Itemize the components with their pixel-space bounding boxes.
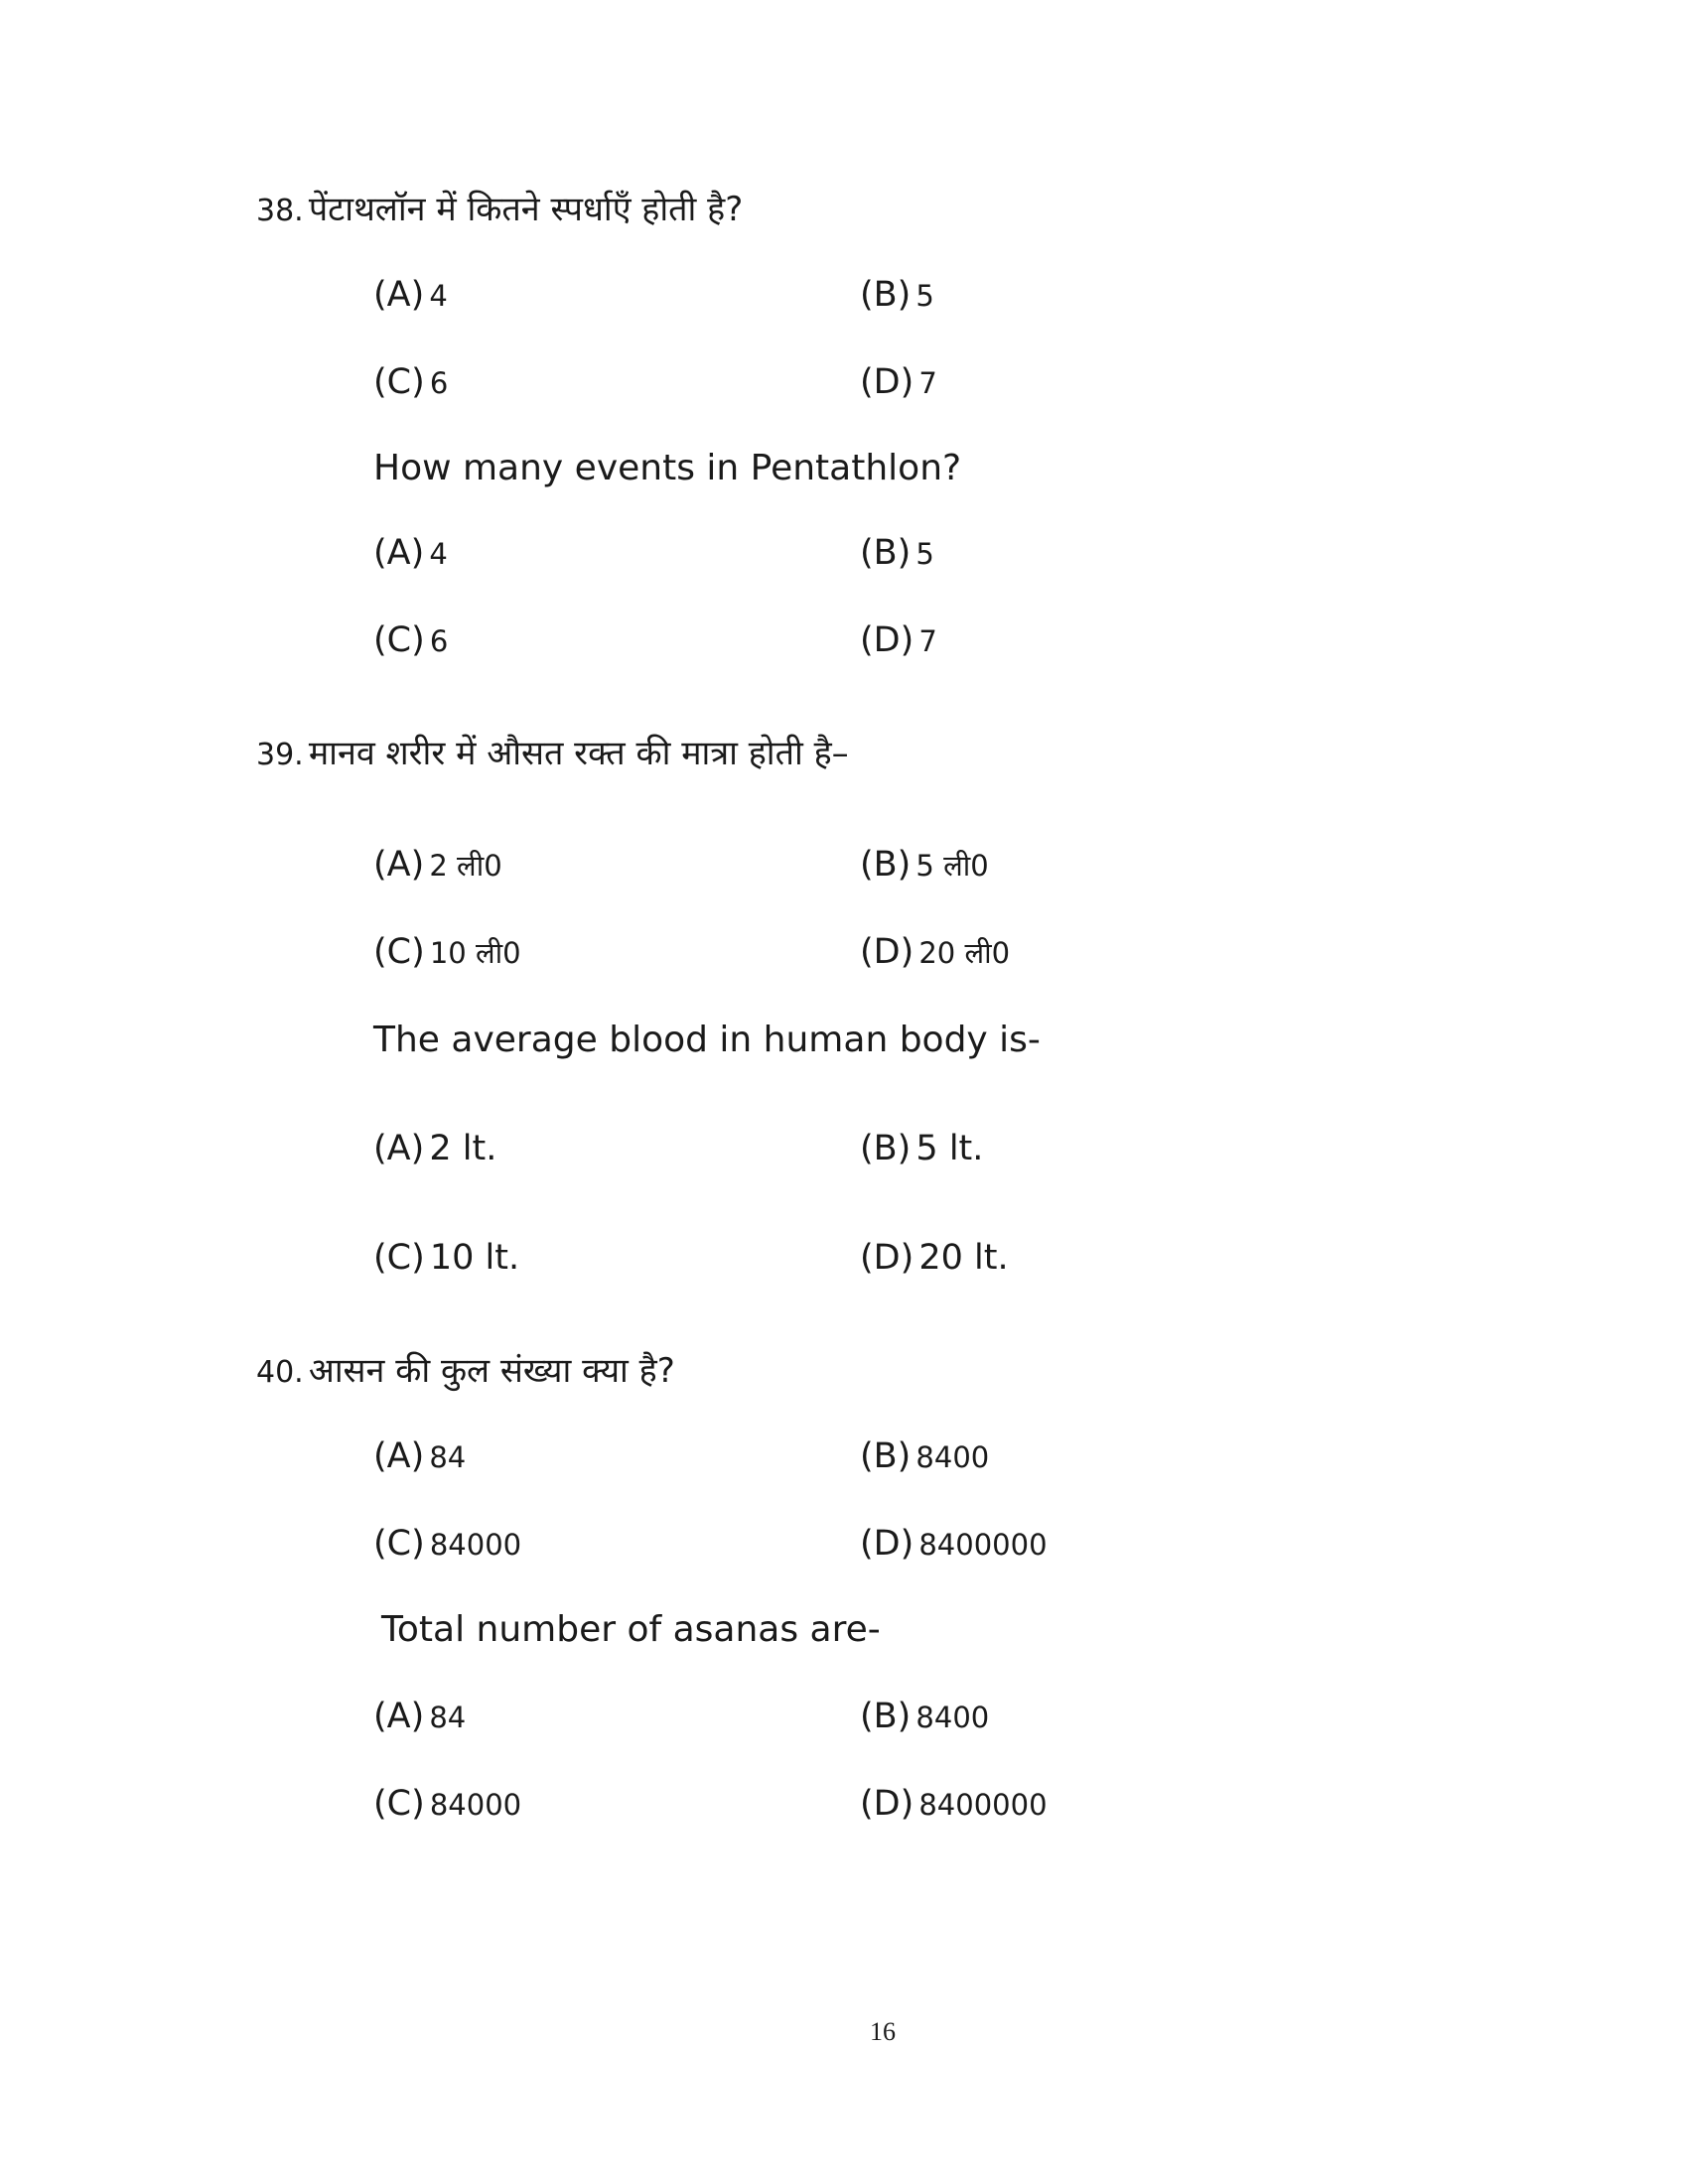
option-a: (A) 2 ली0 [373,845,502,885]
option-c: (C) 6 [373,362,449,402]
option-b: (B) 5 [860,533,934,573]
option-c: (C) 6 [373,620,449,660]
question-text-hindi: मानव शरीर में औसत रक्त की मात्रा होती है– [308,734,849,773]
page-number: 16 [870,2017,896,2046]
option-a: (A) 84 [373,1697,467,1736]
option-d: (D) 8400000 [860,1784,1048,1824]
option-b: (B) 5 ली0 [860,845,989,885]
question-text-english: Total number of asanas are- [381,1609,881,1650]
option-d: (D) 7 [860,362,937,402]
option-d: (D) 20 lt. [860,1238,1009,1278]
option-a: (A) 84 [373,1436,467,1476]
option-d: (D) 8400000 [860,1524,1048,1564]
option-b: (B) 5 [860,275,934,315]
option-c: (C) 84000 [373,1524,522,1564]
option-d: (D) 7 [860,620,937,660]
option-d: (D) 20 ली0 [860,932,1011,972]
option-c: (C) 10 lt. [373,1238,520,1278]
question-number: 40. [256,1355,304,1390]
question-number: 39. [256,738,304,772]
question-text-english: The average blood in human body is- [373,1020,1041,1060]
option-b: (B) 5 lt. [860,1129,984,1168]
question-number: 38. [256,194,304,228]
option-a: (A) 4 [373,533,448,573]
option-b: (B) 8400 [860,1436,990,1476]
option-c: (C) 10 ली0 [373,932,521,972]
option-a: (A) 4 [373,275,448,315]
option-b: (B) 8400 [860,1697,990,1736]
question-text-english: How many events in Pentathlon? [373,448,962,488]
option-c: (C) 84000 [373,1784,522,1824]
option-a: (A) 2 lt. [373,1129,497,1168]
question-text-hindi: पेंटाथलॉन में कितने स्पर्धाएँ होती है? [308,190,744,229]
question-text-hindi: आसन की कुल संख्या क्या है? [308,1351,675,1391]
